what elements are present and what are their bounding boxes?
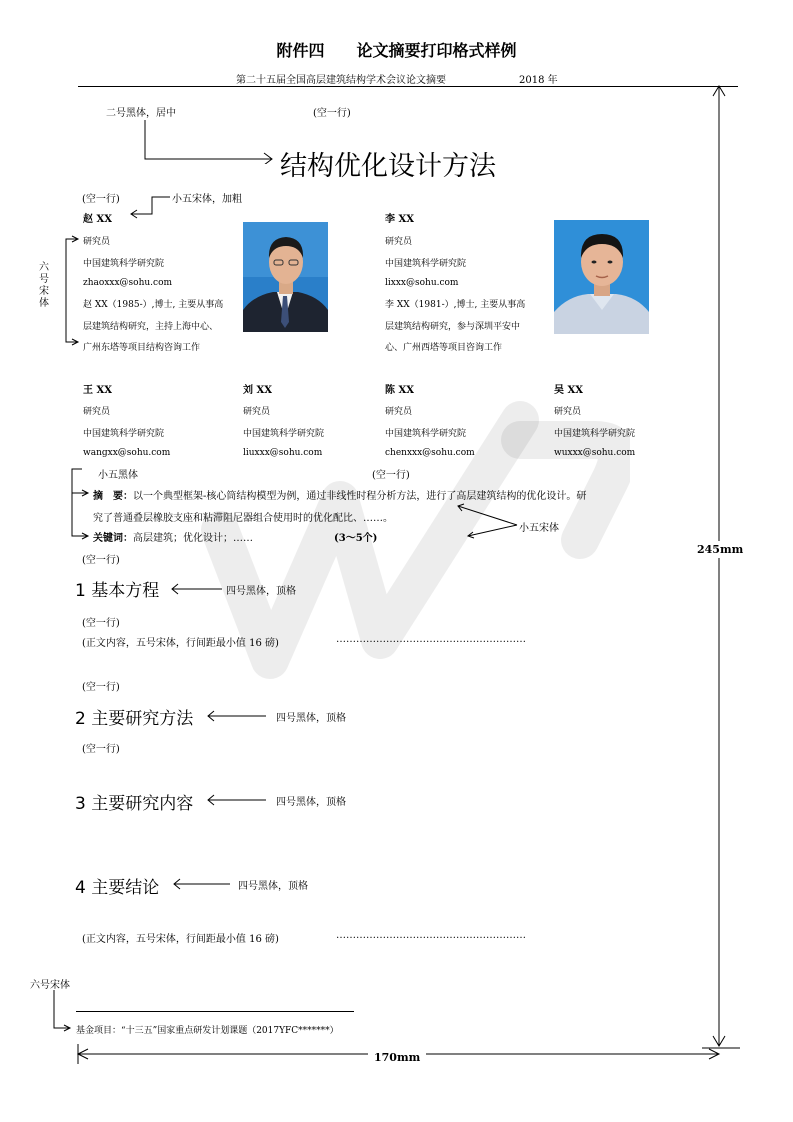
author-5-name: 陈 XX: [385, 385, 414, 396]
blank-line-note-6: (空一行): [82, 682, 120, 693]
author-2-role: 研究员: [385, 237, 413, 247]
author-1-bio-line: 层建筑结构研究，主持上海中心、: [83, 322, 219, 332]
author-4-email: liuxxx@sohu.com: [243, 448, 323, 458]
section-1-format-note: 四号黑体，顶格: [226, 586, 296, 597]
author-2-name: 李 XX: [385, 214, 414, 225]
author-1-photo: [243, 222, 328, 332]
author-4-org: 中国建筑科学研究院: [243, 429, 325, 439]
page-heading: 附件四 论文摘要打印格式样例: [276, 41, 517, 60]
author-name-format-note: 小五宋体，加粗: [172, 194, 242, 205]
blank-line-note-7: (空一行): [82, 744, 120, 755]
author-1-email: zhaoxxx@sohu.com: [83, 278, 173, 288]
abstract-text-arrows: [452, 500, 522, 540]
section-1-arrow: [170, 582, 226, 596]
keywords-line: [93, 529, 253, 544]
footnote-format-note: 六号宋体: [30, 980, 70, 991]
author-6-email: wuxxx@sohu.com: [554, 448, 636, 458]
section-2-format-note: 四号黑体，顶格: [276, 713, 346, 724]
width-dimension-label: 170mm: [368, 1051, 426, 1064]
author-2-bio-line: 层建筑结构研究，参与深圳平安中: [385, 322, 521, 332]
author-name-arrow: [128, 190, 172, 220]
side-format-note: 六号宋体: [39, 262, 49, 309]
section-4-format-note: 四号黑体，顶格: [238, 881, 308, 892]
keywords-text: 高层建筑；优化设计；……: [133, 533, 253, 544]
section-3-arrow: [206, 793, 270, 807]
abstract-heading-format-note: 小五黑体: [98, 470, 138, 481]
author-1-name: 赵 XX: [83, 214, 112, 225]
abstract-text-format-note: 小五宋体: [519, 523, 559, 534]
author-2-org: 中国建筑科学研究院: [385, 259, 467, 269]
keywords-count-note: (3～5个): [334, 533, 378, 544]
abstract-label: 摘 要：: [93, 491, 133, 502]
section-2-heading: 2 主要研究方法: [75, 709, 194, 729]
author-3-email: wangxx@sohu.com: [83, 448, 171, 458]
author-5-role: 研究员: [385, 407, 413, 417]
author-6-org: 中国建筑科学研究院: [554, 429, 636, 439]
header-rule: [78, 86, 738, 87]
author-2-bio-line: 李 XX（1981-）,博士, 主要从事高: [385, 300, 526, 310]
blank-line-note-4: (空一行): [82, 555, 120, 566]
author-3-name: 王 XX: [83, 385, 112, 396]
author-3-org: 中国建筑科学研究院: [83, 429, 165, 439]
running-head: 第二十五届全国高层建筑结构学术会议论文摘要: [236, 75, 446, 86]
author-4-name: 刘 XX: [243, 385, 272, 396]
side-bracket-arrows: [52, 234, 82, 350]
footnote-arrow: [50, 990, 74, 1034]
author-5-org: 中国建筑科学研究院: [385, 429, 467, 439]
keywords-label: 关键词：: [93, 533, 133, 544]
paper-title: 结构优化设计方法: [280, 151, 496, 182]
abstract-text-1: 以一个典型框架-核心筒结构模型为例，通过非线性时程分析方法，进行了高层建筑结构的优化设计。研: [133, 491, 587, 502]
body-text-note-2: (正文内容，五号宋体，行间距最小值 16 磅): [82, 934, 279, 945]
author-1-bio-line: 广州东塔等项目结构咨询工作: [83, 343, 201, 353]
section-2-arrow: [206, 709, 270, 723]
author-2-bio-line: 心、广州西塔等项目咨询工作: [385, 343, 503, 353]
author-2-email: lixxx@sohu.com: [385, 278, 459, 288]
author-6-role: 研究员: [554, 407, 582, 417]
section-1-heading: 1 基本方程: [75, 581, 160, 601]
abstract-text-2: 究了普通叠层橡胶支座和粘滞阻尼器组合使用时的优化配比、……。: [93, 513, 393, 524]
height-dimension-line: [700, 84, 744, 1052]
blank-line-note-2: (空一行): [82, 194, 120, 205]
author-1-bio-line: 赵 XX（1985-）,博士, 主要从事高: [83, 300, 224, 310]
author-1-org: 中国建筑科学研究院: [83, 259, 165, 269]
author-6-name: 吴 XX: [554, 385, 583, 396]
running-head-year: 2018 年: [519, 75, 558, 86]
body-dots-2: …………………………………………………: [336, 930, 526, 941]
section-3-heading: 3 主要研究内容: [75, 794, 194, 814]
author-5-email: chenxxx@sohu.com: [385, 448, 475, 458]
height-dimension-label: 245mm: [697, 543, 744, 556]
blank-line-note-5: (空一行): [82, 618, 120, 629]
author-4-role: 研究员: [243, 407, 271, 417]
author-2-photo: [554, 220, 649, 334]
section-4-heading: 4 主要结论: [75, 878, 160, 898]
footnote-rule: [76, 1011, 354, 1012]
title-pointer-arrow: [140, 120, 280, 164]
section-3-format-note: 四号黑体，顶格: [276, 797, 346, 808]
body-text-note-1: (正文内容，五号宋体，行间距最小值 16 磅): [82, 638, 279, 649]
footnote-text: 基金项目：“十三五”国家重点研发计划课题（2017YFC*******）: [76, 1026, 339, 1036]
blank-line-note-3: (空一行): [372, 470, 410, 481]
title-format-note: 二号黑体，居中: [106, 108, 176, 119]
author-3-role: 研究员: [83, 407, 111, 417]
author-1-role: 研究员: [83, 237, 111, 247]
abstract-bracket-arrows: [62, 462, 92, 544]
blank-line-note-1: (空一行): [313, 108, 351, 119]
body-dots-1: …………………………………………………: [336, 634, 526, 645]
section-4-arrow: [172, 877, 234, 891]
